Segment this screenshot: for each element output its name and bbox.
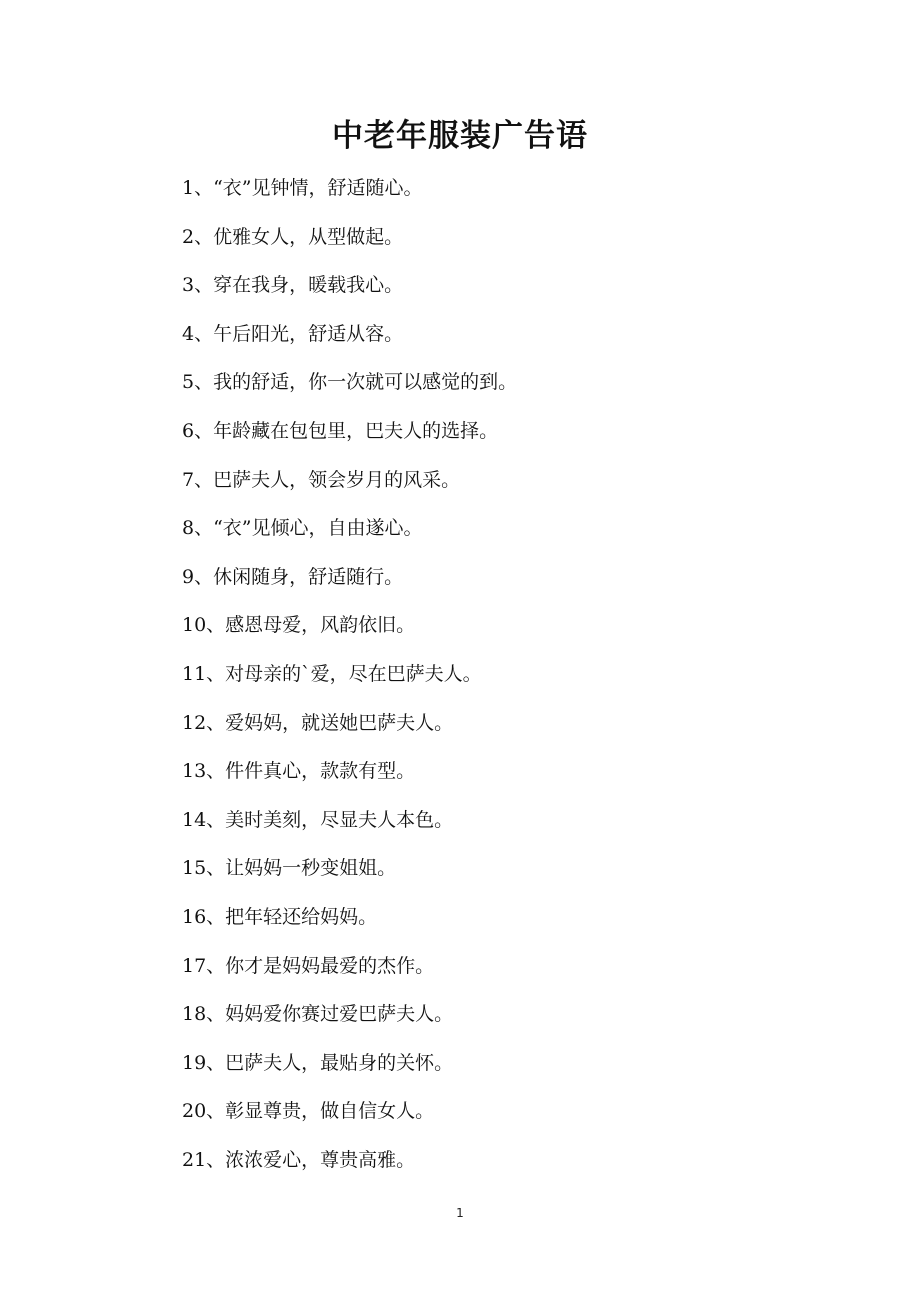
- list-item: 19、巴萨夫人，最贴身的关怀。: [182, 1051, 454, 1074]
- slogan-list: [182, 164, 822, 1184]
- list-item: 20、彰显尊贵，做自信女人。: [182, 1100, 435, 1123]
- list-item: 16、把年轻还给妈妈。: [182, 905, 378, 928]
- list-item: 2、优雅女人，从型做起。: [182, 225, 404, 248]
- list-item: 18、妈妈爱你赛过爱巴萨夫人。: [182, 1003, 454, 1026]
- page-title: 中老年服装广告语: [332, 118, 588, 154]
- list-item: 5、我的舒适，你一次就可以感觉的到。: [182, 371, 518, 394]
- list-item: 21、浓浓爱心，尊贵高雅。: [182, 1148, 416, 1171]
- list-item: 17、你才是妈妈最爱的杰作。: [182, 954, 435, 977]
- list-item: 6、年龄藏在包包里，巴夫人的选择。: [182, 419, 499, 442]
- list-item: 10、感恩母爱，风韵依旧。: [182, 614, 416, 637]
- list-item: 7、巴萨夫人，领会岁月的风采。: [182, 468, 461, 491]
- list-item: 1、“衣”见钟情，舒适随心。: [182, 177, 423, 199]
- list-item: 15、让妈妈一秒变姐姐。: [182, 857, 397, 880]
- list-item: 3、穿在我身，暖载我心。: [182, 274, 404, 297]
- list-item: 12、爱妈妈，就送她巴萨夫人。: [182, 711, 454, 734]
- list-item: 13、件件真心，款款有型。: [182, 760, 416, 783]
- list-item: 9、休闲随身，舒适随行。: [182, 565, 404, 588]
- page-number: 1: [456, 1206, 464, 1220]
- list-item: 8、“衣”见倾心，自由遂心。: [182, 517, 423, 540]
- list-item: 14、美时美刻，尽显夫人本色。: [182, 808, 454, 831]
- list-item: 11、对母亲的`爱，尽在巴萨夫人。: [182, 662, 482, 685]
- list-item: 4、午后阳光，舒适从容。: [182, 322, 404, 345]
